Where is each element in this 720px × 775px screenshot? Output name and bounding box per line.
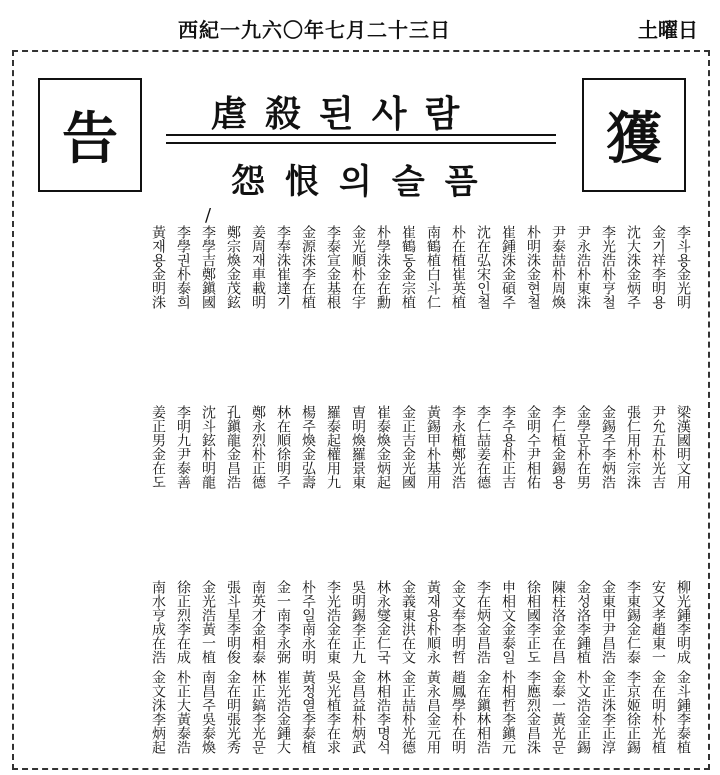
name-column: 林正鎬李光문 — [250, 670, 266, 754]
name-column: 金泰一黃光문 — [550, 670, 566, 754]
name-column: 金正喆朴光德 — [400, 670, 416, 754]
ink-mark: / — [205, 205, 212, 226]
name-column: 黃재용金明洙 — [150, 225, 166, 309]
name-column: 南英才金相泰 — [250, 580, 266, 664]
name-column: 李仁喆姜在德 — [475, 405, 491, 489]
name-column: 黃정열李泰植 — [300, 670, 316, 754]
name-column: 朴明洙金현철 — [525, 225, 541, 309]
name-column: 吳明錫李正九 — [350, 580, 366, 664]
name-column: 梁漢國明文用 — [675, 405, 691, 489]
rule-bottom — [166, 142, 556, 144]
name-column: 崔光浩金鍾大 — [275, 670, 291, 754]
name-block-3 — [30, 580, 690, 665]
name-column: 朴相哲李鎭元 — [500, 670, 516, 754]
name-column: 南鶴植白斗仁 — [425, 225, 441, 309]
name-column: 尹永浩朴東洙 — [575, 225, 591, 309]
name-column: 金在鎭林相浩 — [475, 670, 491, 754]
name-block-1 — [30, 225, 690, 400]
name-column: 張仁用朴宗洙 — [625, 405, 641, 489]
name-column: 金성洛李鍾植 — [575, 580, 591, 664]
name-column: 李東錫金仁泰 — [625, 580, 641, 664]
name-column: 羅泰起權用九 — [325, 405, 341, 489]
name-column: 金光浩黃一植 — [200, 580, 216, 664]
name-column: 金在明朴光植 — [650, 670, 666, 754]
name-column: 沈在弘宋인철 — [475, 225, 491, 309]
name-column: 陳柱洛金在昌 — [550, 580, 566, 664]
seal-left: 告 — [38, 78, 142, 192]
name-column: 金學문朴在男 — [575, 405, 591, 489]
name-column: 姜周재車載明 — [250, 225, 266, 309]
name-column: 朴在植崔英植 — [450, 225, 466, 309]
name-column: 朴주일南永明 — [300, 580, 316, 664]
name-column: 姜正男金在도 — [150, 405, 166, 489]
name-column: 楊주煥金弘壽 — [300, 405, 316, 489]
name-column: 李學吉鄭鎭國 — [200, 225, 216, 309]
name-column: 李주용朴正吉 — [500, 405, 516, 489]
name-column: 鄭宗煥金茂鉉 — [225, 225, 241, 309]
name-column: 李奉洙崔達기 — [275, 225, 291, 309]
name-column: 金正吉金光國 — [400, 405, 416, 489]
headline: 虐殺된사람 — [211, 93, 478, 135]
name-column: 鄭永烈朴正德 — [250, 405, 266, 489]
subheadline: 怨恨의슬픔 — [231, 162, 498, 202]
newspaper-header — [0, 14, 720, 44]
name-column: 李京姬徐正錫 — [625, 670, 641, 754]
name-column: 崔鶴동金宗植 — [400, 225, 416, 309]
name-block-4 — [30, 670, 690, 765]
name-column: 徐相國李正도 — [525, 580, 541, 664]
name-column: 沈大洙金炳주 — [625, 225, 641, 309]
name-column: 申相文金泰일 — [500, 580, 516, 664]
name-column: 李學권朴泰희 — [175, 225, 191, 309]
name-column: 金斗鍾李泰植 — [675, 670, 691, 754]
name-column: 趙鳳學朴在明 — [450, 670, 466, 754]
name-column: 吳光植李在求 — [325, 670, 341, 754]
name-column: 李泰宣金基根 — [325, 225, 341, 309]
name-column: 金一南李永弼 — [275, 580, 291, 664]
name-column: 李光浩朴亨철 — [600, 225, 616, 309]
name-column: 金文洙李炳起 — [150, 670, 166, 754]
name-block-2 — [30, 405, 690, 570]
name-column: 徐正烈李在成 — [175, 580, 191, 664]
name-column: 金明수尹相佑 — [525, 405, 541, 489]
name-column: 黃錫甲朴基用 — [425, 405, 441, 489]
article-banner — [26, 58, 694, 208]
name-column: 金錫주李炳浩 — [600, 405, 616, 489]
name-column: 金在明張光秀 — [225, 670, 241, 754]
name-column: 南昌주吳泰煥 — [200, 670, 216, 754]
name-column: 李光浩金在東 — [325, 580, 341, 664]
name-column: 李在炳金昌浩 — [475, 580, 491, 664]
name-column: 曺明煥羅景東 — [350, 405, 366, 489]
name-column: 金기祥李明용 — [650, 225, 666, 309]
name-column: 朴正大黃泰浩 — [175, 670, 191, 754]
name-column: 金東甲尹昌浩 — [600, 580, 616, 664]
name-column: 孔鎭龍金昌浩 — [225, 405, 241, 489]
name-column: 李仁植金錫용 — [550, 405, 566, 489]
name-column: 尹允五朴光吉 — [650, 405, 666, 489]
name-column: 李明九尹泰善 — [175, 405, 191, 489]
name-column: 金源洙李在植 — [300, 225, 316, 309]
name-column: 崔泰煥金炳起 — [375, 405, 391, 489]
name-column: 黃재용朴順永 — [425, 580, 441, 664]
name-column: 李應烈金昌洙 — [525, 670, 541, 754]
name-column: 安又孝趙東一 — [650, 580, 666, 664]
name-column: 張斗星李明俊 — [225, 580, 241, 664]
issue-date: 西紀一九六〇年七月二十三日 — [178, 18, 451, 42]
name-column: 金正洙李正淳 — [600, 670, 616, 754]
name-column: 朴學洙金在勳 — [375, 225, 391, 309]
name-column: 黃永昌金元用 — [425, 670, 441, 754]
name-column: 朴文浩金正錫 — [575, 670, 591, 754]
name-column: 柳光鍾李明成 — [675, 580, 691, 664]
name-column: 南水亨成在浩 — [150, 580, 166, 664]
name-column: 金義東洪在文 — [400, 580, 416, 664]
seal-right: 獲 — [582, 78, 686, 192]
name-column: 李斗용金光明 — [675, 225, 691, 309]
name-column: 沈斗鉉朴明龍 — [200, 405, 216, 489]
name-column: 李永植鄭光浩 — [450, 405, 466, 489]
name-column: 林在順徐明주 — [275, 405, 291, 489]
issue-weekday: 土曜日 — [638, 18, 698, 42]
name-column: 金文奉李明哲 — [450, 580, 466, 664]
name-column: 崔鍾洙金碩주 — [500, 225, 516, 309]
name-column: 林相浩李명석 — [375, 670, 391, 754]
rule-top — [166, 134, 556, 136]
name-column: 尹泰喆朴周煥 — [550, 225, 566, 309]
name-column: 金昌益朴炳武 — [350, 670, 366, 754]
name-column: 金光順朴在宇 — [350, 225, 366, 309]
name-column: 林永燮金仁국 — [375, 580, 391, 664]
